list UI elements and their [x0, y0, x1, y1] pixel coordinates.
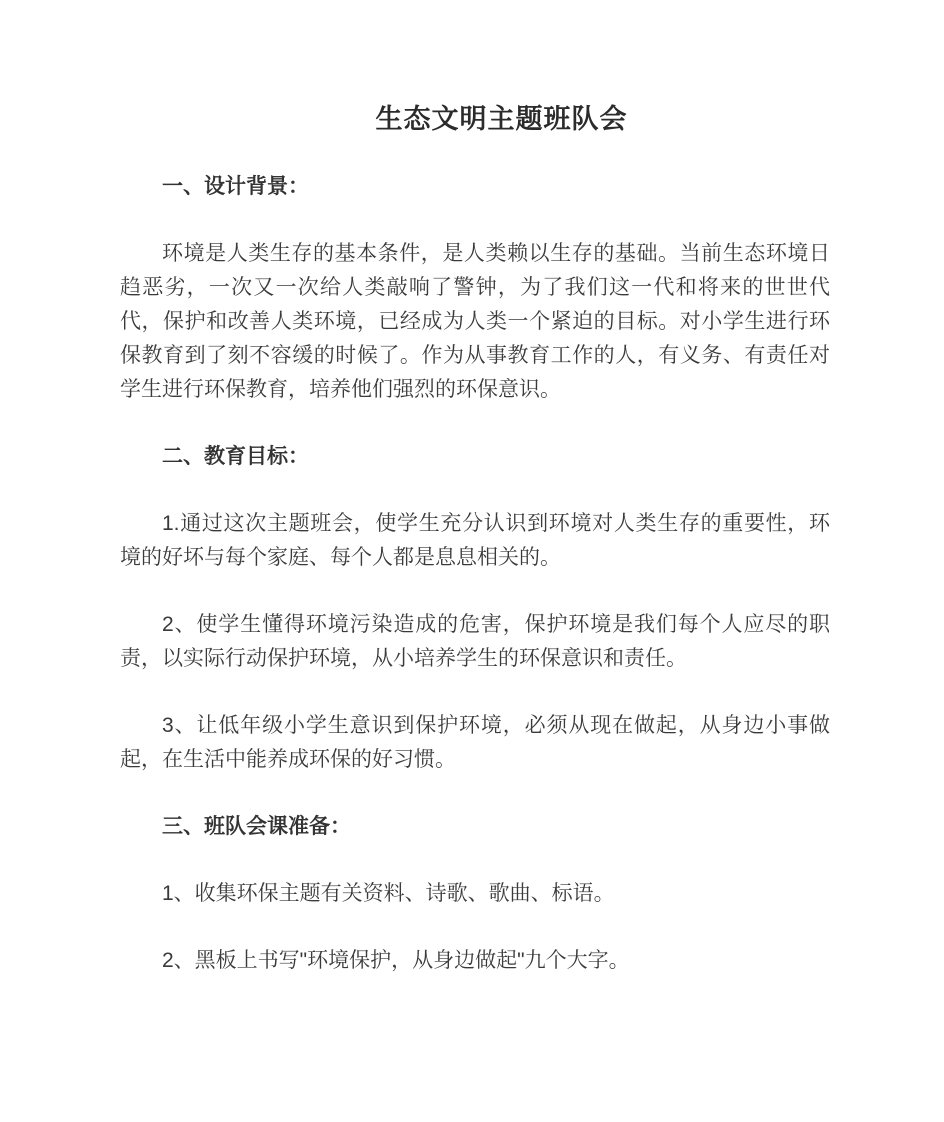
- paragraph-goal-2: 2、使学生懂得环境污染造成的危害，保护环境是我们每个人应尽的职责，以实际行动保护环境，从小培养学生的环保意识和责任。: [120, 613, 830, 670]
- paragraph-goal-1: 1.通过这次主题班会，使学生充分认识到环境对人类生存的重要性，环境的好坏与每个家庭、每个人都是息息相关的。: [120, 512, 830, 569]
- document-title: 生态文明主题班队会: [375, 104, 628, 134]
- paragraph-preparation-2: 2、黑板上书写"环境保护，从身边做起"九个大字。: [162, 949, 630, 972]
- section-heading-design-background: 一、设计背景：: [162, 175, 309, 198]
- section-heading-class-meeting-preparation: 三、班队会课准备：: [162, 815, 351, 838]
- paragraph-goal-3: 3、让低年级小学生意识到保护环境，必须从现在做起，从身边小事做起，在生活中能养成环保的好习惯。: [120, 714, 830, 771]
- paragraph-preparation-1: 1、收集环保主题有关资料、诗歌、歌曲、标语。: [162, 882, 615, 905]
- section-heading-education-goals: 二、教育目标：: [162, 445, 309, 468]
- paragraph-design-background: 环境是人类生存的基本条件，是人类赖以生存的基础。当前生态环境日趋恶劣，一次又一次给人类敲响了警钟，为了我们这一代和将来的世世代代，保护和改善人类环境，已经成为人类一个紧迫的目标。对小学生进行环保教育到了刻不容缓的时候了。作为从事教育工作的人，有义务、有责任对学生进行环保教育，培养他们强烈的环保意识。: [120, 242, 830, 401]
